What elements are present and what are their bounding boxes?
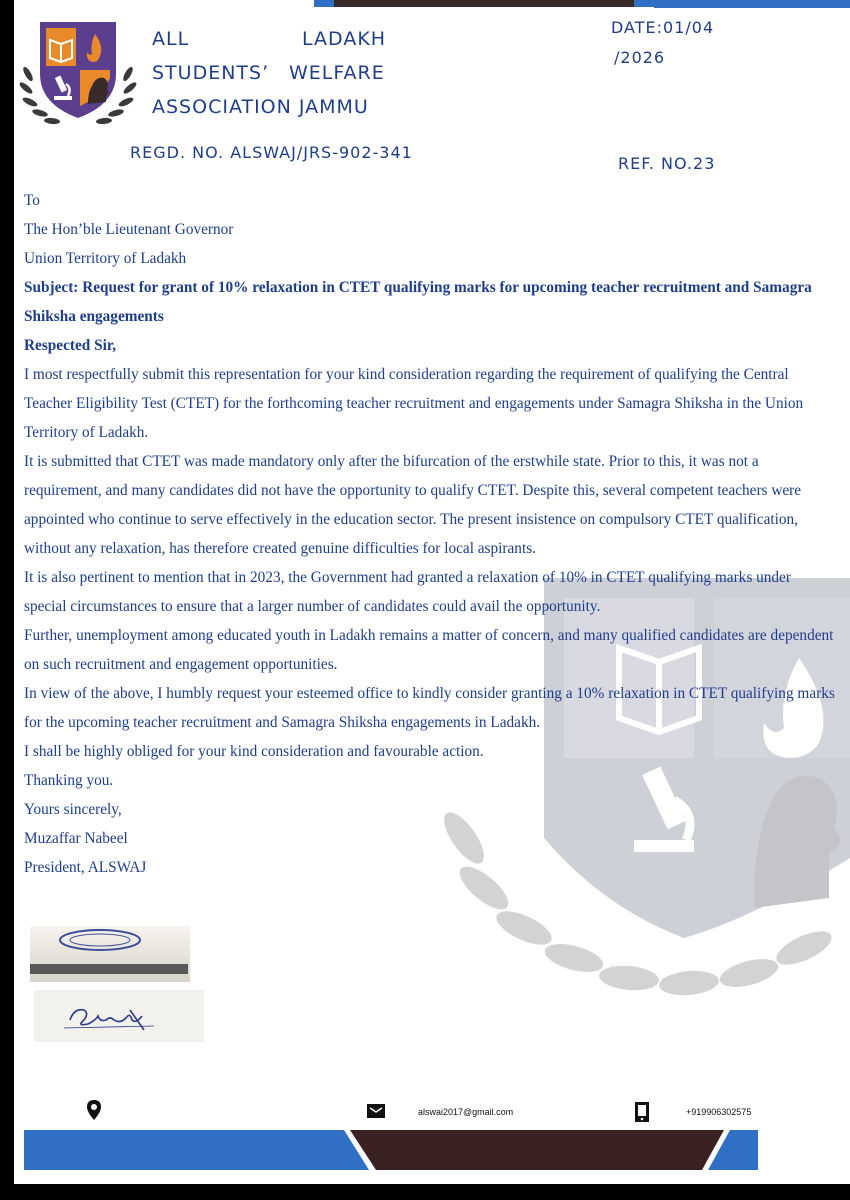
date-line-2: /2026 bbox=[614, 48, 666, 67]
official-stamp bbox=[30, 926, 190, 982]
sender-role: President, ALSWAJ bbox=[24, 859, 147, 876]
date-line-1: DATE:01/04 bbox=[611, 18, 715, 37]
contact-email[interactable]: alswai2017@gmail.com bbox=[418, 1107, 514, 1117]
sender-name: Muzaffar Nabeel bbox=[24, 830, 128, 847]
paragraph: I most respectfully submit this representation for your kind consideration regarding the requirement of qualifying the Central Teacher Eligibility Test (CTET) for the forthcoming teacher recruitment and engagements under Samagra Shiksha in the Union Territory of Ladakh. bbox=[24, 366, 804, 441]
letter-body bbox=[24, 186, 836, 882]
thanks-line: Thanking you. bbox=[24, 772, 114, 789]
org-name-ladakh: LADAKH bbox=[302, 28, 387, 50]
mail-icon bbox=[367, 1104, 385, 1118]
org-name-all: ALL bbox=[152, 28, 190, 50]
top-blue-line bbox=[654, 6, 850, 8]
to-line: To bbox=[24, 192, 40, 209]
closing-line: Yours sincerely, bbox=[24, 801, 122, 818]
top-dark-bar bbox=[334, 0, 634, 7]
paragraph: It is submitted that CTET was made mandatory only after the bifurcation of the erstwhile state. Prior to this, it was not a requirement, and many candidates did not have the opportunity to qualify CTET. Despite this, several competent teachers were appointed who continue to serve effectively in the education sector. The present insistence on compulsory CTET qualification, without any relaxation, has therefore created genuine difficulties for local aspirants. bbox=[24, 453, 802, 557]
footer-band bbox=[14, 1124, 850, 1170]
org-name-association: ASSOCIATION JAMMU bbox=[152, 96, 369, 118]
paragraph: Further, unemployment among educated youth in Ladakh remains a matter of concern, and many qualified candidates are dependent on such recruitment and engagement opportunities. bbox=[24, 627, 834, 673]
location-pin-icon bbox=[86, 1100, 102, 1120]
registration-number: REGD. NO. ALSWAJ/JRS-902-341 bbox=[130, 143, 413, 162]
recipient-place: Union Territory of Ladakh bbox=[24, 250, 187, 267]
salutation: Respected Sir, bbox=[24, 337, 117, 354]
org-name-students: STUDENTS’ bbox=[152, 62, 270, 84]
paragraph: It is also pertinent to mention that in 2023, the Government had granted a relaxation of 10% in CTET qualifying marks under special circumstances to ensure that a larger number of candidates could avail the opportunity. bbox=[24, 569, 791, 615]
phone-icon bbox=[635, 1102, 649, 1122]
contact-phone[interactable]: +919906302575 bbox=[686, 1107, 752, 1117]
letterhead-page bbox=[14, 0, 850, 1184]
paragraph: In view of the above, I humbly request your esteemed office to kindly consider granting a 10% relaxation in CTET qualifying marks for the upcoming teacher recruitment and Samagra Shiksha engagements in Ladakh. bbox=[24, 685, 835, 731]
org-name-welfare: WELFARE bbox=[289, 62, 385, 84]
signature bbox=[34, 990, 204, 1042]
paragraph: I shall be highly obliged for your kind consideration and favourable action. bbox=[24, 743, 484, 760]
recipient-title: The Hon’ble Lieutenant Governor bbox=[24, 221, 234, 238]
reference-number: REF. NO.23 bbox=[618, 154, 716, 173]
subject-line: Subject: Request for grant of 10% relaxation in CTET qualifying marks for upcoming teacher recruitment and Samagra Shiksha engagements bbox=[24, 279, 812, 325]
association-logo bbox=[14, 18, 142, 130]
